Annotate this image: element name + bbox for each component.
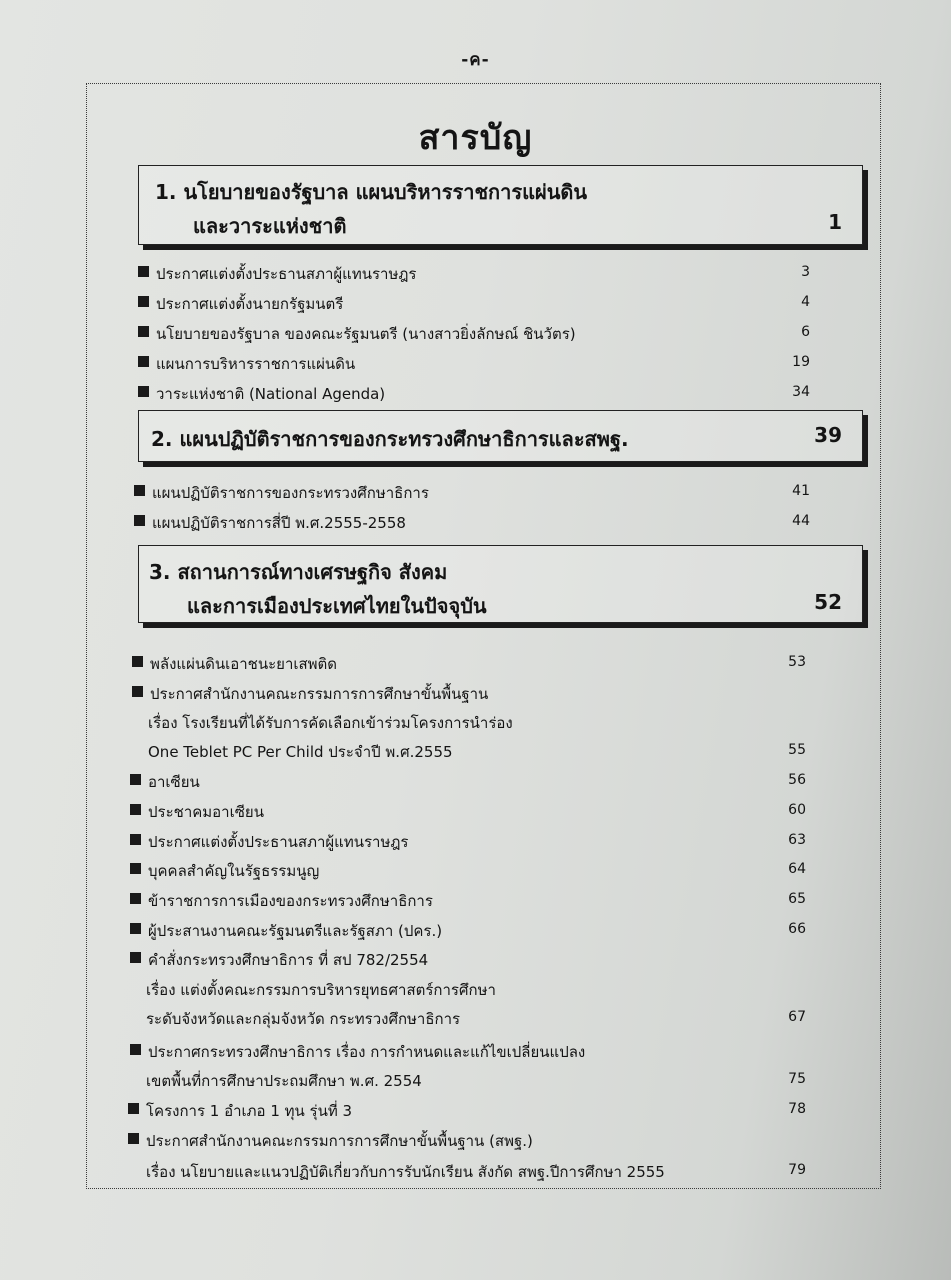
section-3-heading-line-1: 3. สถานการณ์ทางเศรษฐกิจ สังคม (149, 560, 448, 584)
entry-page: 4 (801, 294, 810, 310)
toc-entry[interactable] (0, 1097, 951, 1121)
entry-title-continued: ระดับจังหวัดและกลุ่มจังหวัด กระทรวงศึกษาธิการ (146, 1010, 461, 1028)
toc-entry[interactable] (0, 260, 951, 284)
entry-title: แผนการบริหารราชการแผ่นดิน (156, 355, 356, 373)
entry-title: คำสั่งกระทรวงศึกษาธิการ ที่ สป 782/2554 (148, 951, 429, 969)
section-1-heading-box (138, 165, 863, 245)
entry-title: วาระแห่งชาติ (National Agenda) (156, 385, 386, 403)
entry-page: 63 (788, 832, 806, 848)
entry-page: 78 (788, 1101, 806, 1117)
toc-entry-continuation (0, 976, 951, 1000)
toc-entry[interactable] (0, 380, 951, 404)
entry-page: 67 (788, 1009, 806, 1025)
bullet-icon (132, 686, 143, 697)
page-title: สารบัญ (418, 118, 533, 158)
section-1-page: 1 (828, 210, 842, 234)
entry-title-continued: One Teblet PC Per Child ประจำปี พ.ศ.2555 (148, 743, 453, 761)
bullet-icon (138, 266, 149, 277)
entry-page: 3 (801, 264, 810, 280)
entry-title: ประกาศแต่งตั้งประธานสภาผู้แทนราษฎร (156, 265, 417, 283)
bullet-icon (130, 834, 141, 845)
entry-title-continued: เรื่อง นโยบายและแนวปฏิบัติเกี่ยวกับการรับนักเรียน สังกัด สพฐ.ปีการศึกษา 2555 (146, 1163, 665, 1181)
bullet-icon (130, 1044, 141, 1055)
entry-page: 55 (788, 742, 806, 758)
entry-title-continued: เรื่อง โรงเรียนที่ได้รับการคัดเลือกเข้าร่วมโครงการนำร่อง (148, 714, 513, 732)
toc-entry[interactable] (0, 768, 951, 792)
toc-entry-continuation (0, 738, 951, 762)
toc-entry[interactable] (0, 1038, 951, 1062)
entry-title: นโยบายของรัฐบาล ของคณะรัฐมนตรี (นางสาวยิ่งลักษณ์ ชินวัตร) (156, 325, 576, 343)
entry-page: 79 (788, 1162, 806, 1178)
bullet-icon (138, 296, 149, 307)
entry-title: อาเซียน (148, 773, 200, 791)
section-3-heading-box (138, 545, 863, 623)
toc-entry[interactable] (0, 1127, 951, 1151)
toc-entry[interactable] (0, 509, 951, 533)
toc-entry[interactable] (0, 320, 951, 344)
entry-page: 64 (788, 861, 806, 877)
entry-page: 34 (792, 384, 810, 400)
entry-title: ผู้ประสานงานคณะรัฐมนตรีและรัฐสภา (ปคร.) (148, 922, 443, 940)
entry-title: แผนปฏิบัติราชการสี่ปี พ.ศ.2555-2558 (152, 514, 406, 532)
bullet-icon (130, 923, 141, 934)
entry-page: 41 (792, 483, 810, 499)
section-1-heading-line-2: และวาระแห่งชาติ (193, 214, 347, 238)
page-number-mark: -ค- (461, 50, 490, 70)
entry-page: 53 (788, 654, 806, 670)
toc-entry[interactable] (0, 857, 951, 881)
bullet-icon (130, 893, 141, 904)
bullet-icon (130, 863, 141, 874)
entry-page: 66 (788, 921, 806, 937)
bullet-icon (128, 1103, 139, 1114)
bullet-icon (130, 804, 141, 815)
toc-entry-continuation (0, 1158, 951, 1182)
bullet-icon (138, 356, 149, 367)
section-1-heading-line-1: 1. นโยบายของรัฐบาล แผนบริหารราชการแผ่นดิน (155, 180, 588, 204)
bullet-icon (138, 326, 149, 337)
bullet-icon (130, 952, 141, 963)
entry-title-continued: เขตพื้นที่การศึกษาประถมศึกษา พ.ศ. 2554 (146, 1072, 422, 1090)
entry-title: ประชาคมอาเซียน (148, 803, 264, 821)
toc-entry[interactable] (0, 479, 951, 503)
section-2-heading-line-1: 2. แผนปฏิบัติราชการของกระทรวงศึกษาธิการและสพฐ. (151, 427, 629, 451)
entry-title: โครงการ 1 อำเภอ 1 ทุน รุ่นที่ 3 (146, 1102, 353, 1120)
entry-title: ข้าราชการการเมืองของกระทรวงศึกษาธิการ (148, 892, 433, 910)
bullet-icon (134, 485, 145, 496)
entry-page: 6 (801, 324, 810, 340)
bullet-icon (138, 386, 149, 397)
entry-title: ประกาศกระทรวงศึกษาธิการ เรื่อง การกำหนดและแก้ไขเปลี่ยนแปลง (148, 1043, 586, 1061)
entry-page: 56 (788, 772, 806, 788)
toc-entry-continuation (0, 1067, 951, 1091)
entry-title: ประกาศแต่งตั้งนายกรัฐมนตรี (156, 295, 344, 313)
toc-entry[interactable] (0, 290, 951, 314)
toc-entry[interactable] (0, 887, 951, 911)
entry-title: บุคคลสำคัญในรัฐธรรมนูญ (148, 862, 320, 880)
toc-entry[interactable] (0, 798, 951, 822)
entry-title: ประกาศสำนักงานคณะกรรมการการศึกษาขั้นพื้นฐาน (สพฐ.) (146, 1132, 533, 1150)
toc-entry[interactable] (0, 828, 951, 852)
section-2-page: 39 (814, 423, 842, 447)
entry-title: พลังแผ่นดินเอาชนะยาเสพติด (150, 655, 338, 673)
section-3-page: 52 (814, 590, 842, 614)
toc-entry[interactable] (0, 650, 951, 674)
entry-page: 75 (788, 1071, 806, 1087)
toc-entry[interactable] (0, 350, 951, 374)
entry-title: ประกาศสำนักงานคณะกรรมการการศึกษาขั้นพื้นฐาน (150, 685, 489, 703)
toc-entry-continuation (0, 1005, 951, 1029)
entry-page: 65 (788, 891, 806, 907)
toc-entry[interactable] (0, 680, 951, 704)
bullet-icon (130, 774, 141, 785)
entry-page: 19 (792, 354, 810, 370)
entry-page: 44 (792, 513, 810, 529)
bullet-icon (132, 656, 143, 667)
bullet-icon (134, 515, 145, 526)
section-2-heading-box (138, 410, 863, 462)
entry-title: แผนปฏิบัติราชการของกระทรวงศึกษาธิการ (152, 484, 429, 502)
toc-entry[interactable] (0, 946, 951, 970)
bullet-icon (128, 1133, 139, 1144)
entry-title: ประกาศแต่งตั้งประธานสภาผู้แทนราษฎร (148, 833, 409, 851)
section-3-heading-line-2: และการเมืองประเทศไทยในปัจจุบัน (187, 594, 487, 618)
toc-entry[interactable] (0, 917, 951, 941)
entry-page: 60 (788, 802, 806, 818)
toc-entry-continuation (0, 709, 951, 733)
entry-title-continued: เรื่อง แต่งตั้งคณะกรรมการบริหารยุทธศาสตร์การศึกษา (146, 981, 496, 999)
